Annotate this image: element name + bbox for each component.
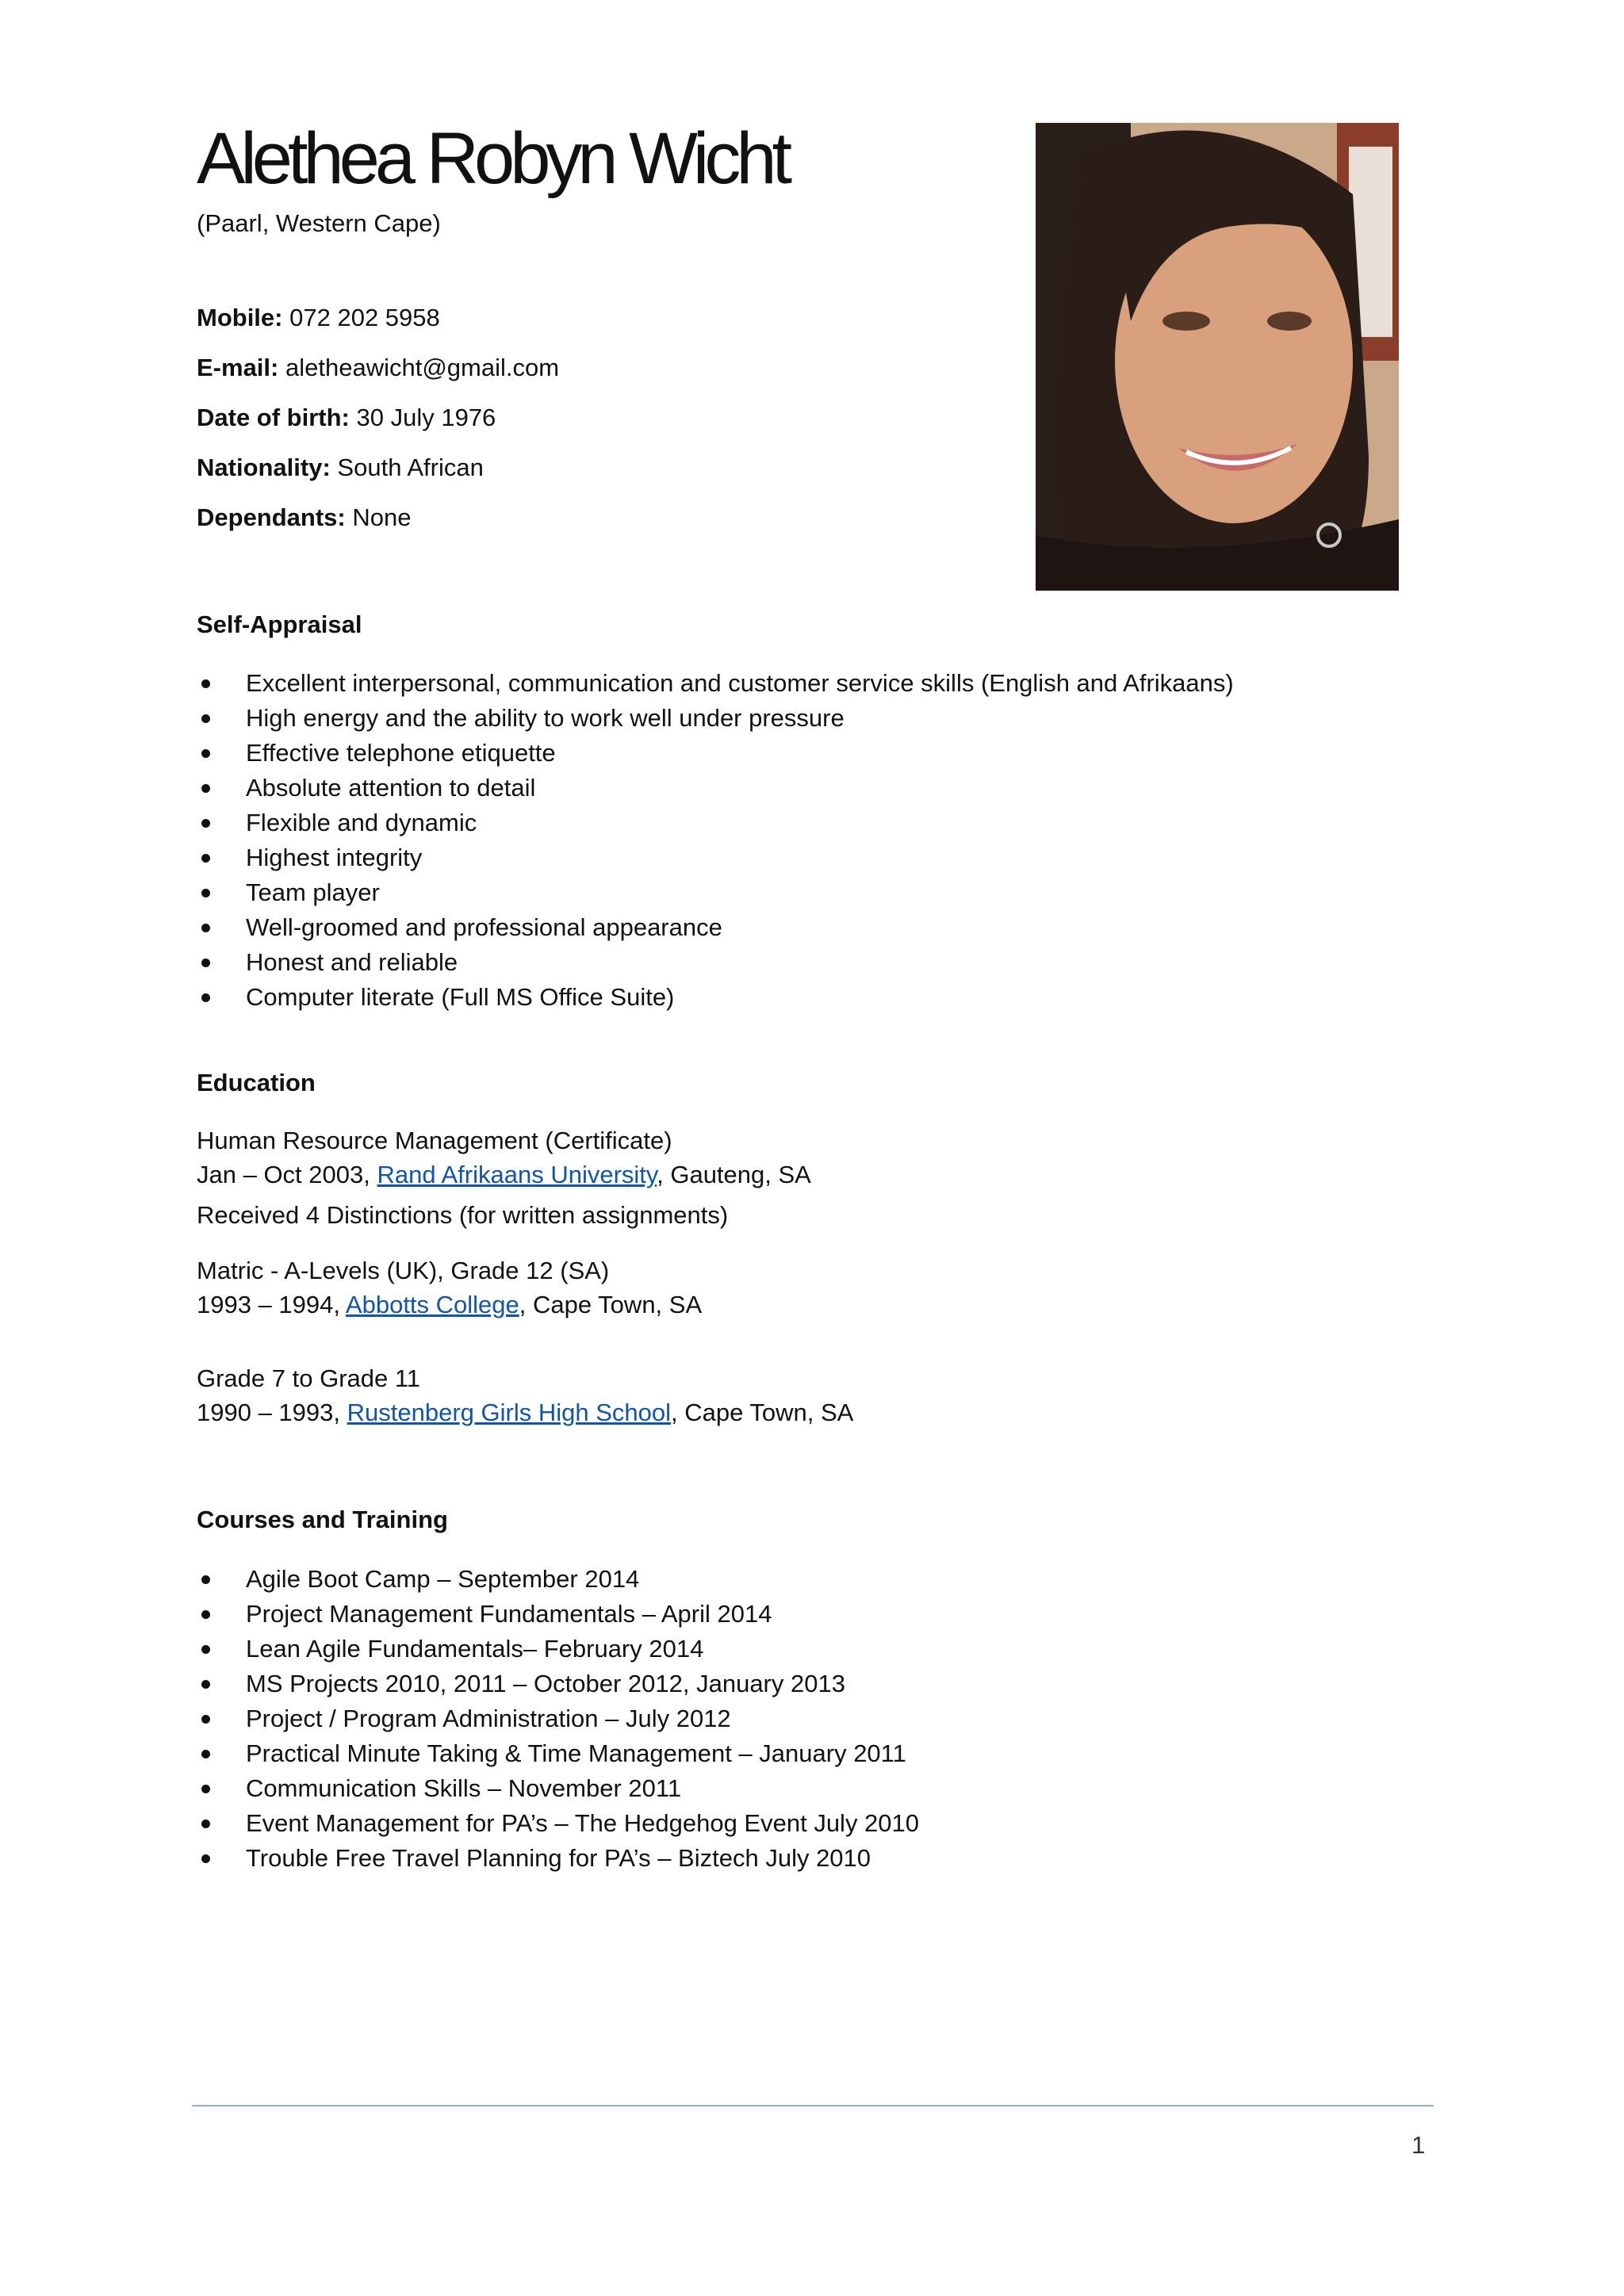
- education-place: , Cape Town, SA: [519, 1291, 703, 1318]
- institution-link[interactable]: Rustenberg Girls High School: [347, 1399, 671, 1426]
- list-item-text: High energy and the ability to work well under pressure: [246, 704, 845, 732]
- list-item: [197, 1667, 919, 1701]
- self-appraisal-heading: Self-Appraisal: [197, 610, 362, 638]
- education-dates: 1993 – 1994,: [197, 1291, 346, 1318]
- contact-label: E-mail:: [197, 354, 279, 381]
- bullet-icon: [201, 1645, 210, 1654]
- list-item-text: Absolute attention to detail: [246, 774, 536, 802]
- bullet-icon: [201, 819, 210, 828]
- contact-label: Dependants:: [197, 503, 346, 531]
- candidate-location: (Paarl, Western Cape): [197, 209, 441, 237]
- list-item: [197, 840, 1234, 875]
- list-item-text: Highest integrity: [246, 844, 423, 871]
- education-entry: [197, 1253, 702, 1322]
- contact-email: [197, 351, 559, 401]
- list-item: [197, 1806, 919, 1841]
- education-dates: Jan – Oct 2003,: [197, 1161, 377, 1188]
- list-item: [197, 736, 1234, 771]
- self-appraisal-list: [197, 666, 1234, 1015]
- bullet-icon: [201, 1820, 210, 1828]
- profile-photo: [1036, 123, 1399, 591]
- education-place: , Gauteng, SA: [657, 1161, 811, 1188]
- list-item-text: Project Management Fundamentals – April 2014: [246, 1600, 772, 1628]
- bullet-icon: [201, 854, 210, 863]
- list-item: [197, 1771, 919, 1806]
- courses-list: [197, 1562, 919, 1876]
- list-item: [197, 945, 1234, 980]
- list-item-text: Effective telephone etiquette: [246, 739, 556, 767]
- contact-value: 30 July 1976: [356, 404, 496, 431]
- list-item-text: MS Projects 2010, 2011 – October 2012, January 2013: [246, 1670, 845, 1697]
- contact-details: [197, 301, 559, 551]
- list-item: [197, 1562, 919, 1597]
- bullet-icon: [201, 889, 210, 897]
- contact-label: Mobile:: [197, 304, 283, 331]
- footer-divider: [192, 2105, 1434, 2107]
- list-item-text: Computer literate (Full MS Office Suite): [246, 983, 675, 1011]
- education-dates: 1990 – 1993,: [197, 1399, 347, 1426]
- contact-label: Date of birth:: [197, 404, 350, 431]
- education-details: [197, 1158, 811, 1192]
- list-item: [197, 701, 1234, 736]
- education-entry: [197, 1361, 853, 1429]
- bullet-icon: [201, 749, 210, 758]
- education-qualification: Human Resource Management (Certificate): [197, 1127, 672, 1154]
- bullet-icon: [201, 1715, 210, 1724]
- list-item-text: Practical Minute Taking & Time Management – January 2011: [246, 1739, 906, 1767]
- bullet-icon: [201, 924, 210, 932]
- contact-value: South African: [337, 453, 484, 481]
- list-item: [197, 1701, 919, 1736]
- courses-heading: Courses and Training: [197, 1506, 448, 1533]
- list-item-text: Excellent interpersonal, communication and customer service skills (English and Afrikaans): [246, 669, 1234, 697]
- list-item: [197, 1632, 919, 1667]
- contact-mobile: [197, 301, 559, 351]
- list-item: [197, 666, 1234, 701]
- list-item-text: Flexible and dynamic: [246, 809, 477, 836]
- education-note: Received 4 Distinctions (for written assignments): [197, 1201, 729, 1229]
- bullet-icon: [201, 993, 210, 1002]
- list-item-text: Agile Boot Camp – September 2014: [246, 1565, 640, 1593]
- institution-link[interactable]: Abbotts College: [345, 1291, 519, 1318]
- contact-value: None: [352, 503, 412, 531]
- list-item-text: Event Management for PA’s – The Hedgehog Event July 2010: [246, 1809, 920, 1837]
- education-qualification: Grade 7 to Grade 11: [197, 1364, 421, 1392]
- bullet-icon: [201, 959, 210, 967]
- education-entry: [197, 1123, 811, 1232]
- contact-value: aletheawicht@gmail.com: [285, 354, 560, 381]
- bullet-icon: [201, 1750, 210, 1758]
- page-number: 1: [1411, 2131, 1426, 2159]
- contact-label: Nationality:: [197, 453, 331, 481]
- bullet-icon: [201, 784, 210, 793]
- bullet-icon: [201, 679, 210, 688]
- education-place: , Cape Town, SA: [670, 1399, 854, 1426]
- bullet-icon: [201, 1575, 210, 1584]
- list-item-text: Project / Program Administration – July 2012: [246, 1705, 731, 1732]
- bullet-icon: [201, 1854, 210, 1863]
- list-item: [197, 771, 1234, 806]
- education-heading: Education: [197, 1069, 316, 1096]
- contact-value: 072 202 5958: [289, 304, 440, 331]
- contact-date-of-birth: [197, 401, 559, 451]
- list-item-text: Team player: [246, 878, 380, 906]
- bullet-icon: [201, 1785, 210, 1793]
- candidate-name: Alethea Robyn Wicht: [197, 118, 788, 199]
- education-details: [197, 1395, 853, 1429]
- contact-dependants: [197, 501, 559, 551]
- list-item: [197, 1736, 919, 1771]
- education-qualification: Matric - A-Levels (UK), Grade 12 (SA): [197, 1257, 610, 1284]
- list-item: [197, 1597, 919, 1632]
- contact-nationality: [197, 451, 559, 501]
- list-item-text: Lean Agile Fundamentals– February 2014: [246, 1635, 704, 1663]
- bullet-icon: [201, 1680, 210, 1689]
- bullet-icon: [201, 1610, 210, 1619]
- list-item: [197, 1841, 919, 1876]
- list-item: [197, 910, 1234, 945]
- list-item: [197, 875, 1234, 910]
- list-item: [197, 980, 1234, 1015]
- list-item-text: Well-groomed and professional appearance: [246, 913, 722, 941]
- list-item-text: Communication Skills – November 2011: [246, 1774, 682, 1802]
- bullet-icon: [201, 714, 210, 723]
- list-item-text: Trouble Free Travel Planning for PA’s – Biztech July 2010: [246, 1844, 871, 1872]
- institution-link[interactable]: Rand Afrikaans University: [377, 1161, 657, 1188]
- list-item-text: Honest and reliable: [246, 948, 458, 976]
- education-details: [197, 1288, 702, 1322]
- list-item: [197, 806, 1234, 840]
